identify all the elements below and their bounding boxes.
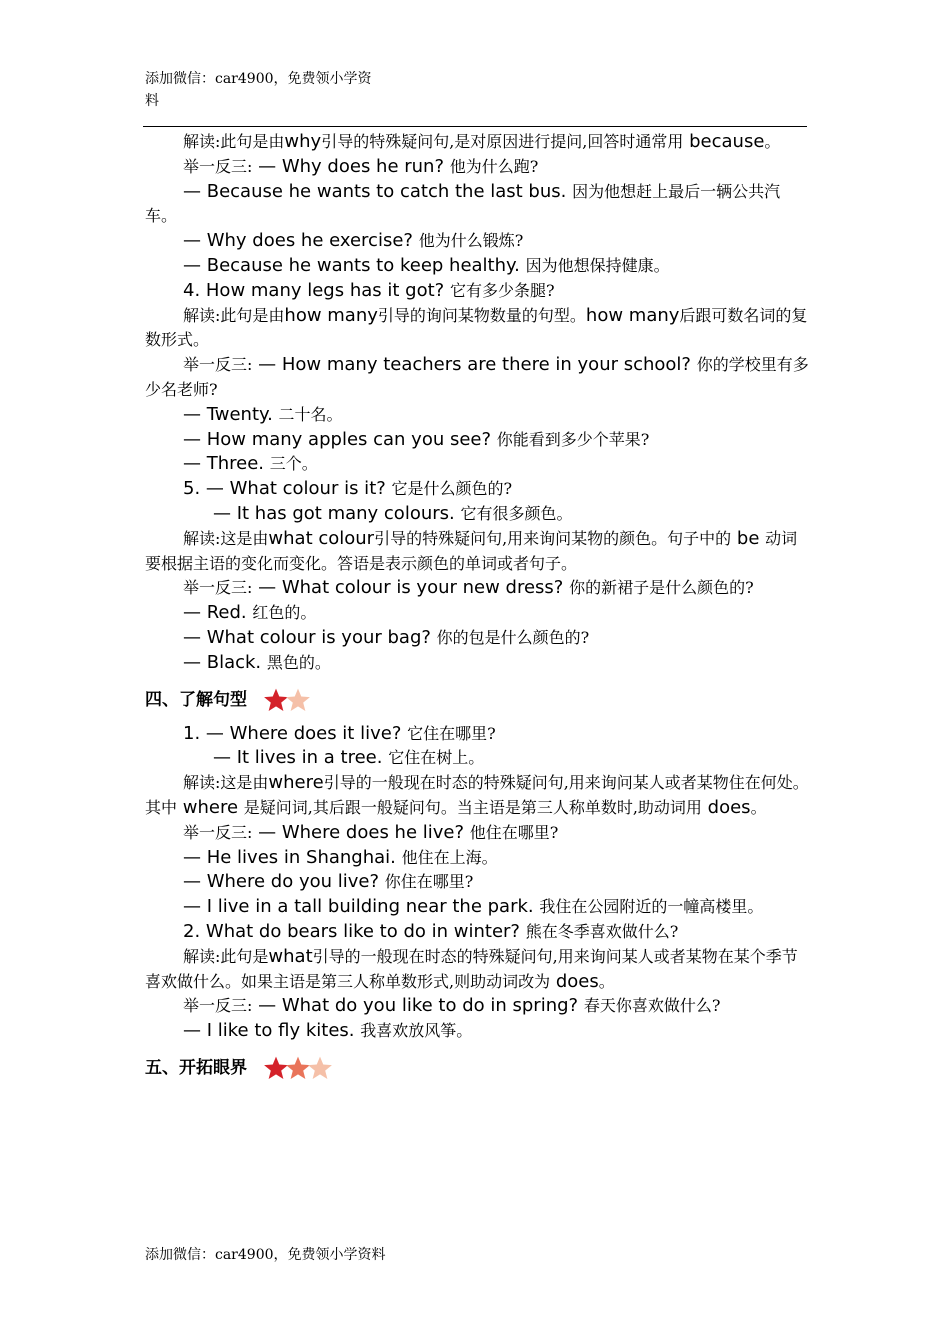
page-footer: 添加微信：car4900，免费领小学资料 bbox=[145, 1247, 386, 1263]
chinese-text: 解读:此句是 bbox=[183, 946, 269, 966]
section-heading-4 bbox=[145, 685, 809, 715]
english-text: because bbox=[683, 131, 765, 152]
paragraph bbox=[145, 821, 809, 846]
paragraph bbox=[145, 452, 809, 477]
chinese-text: 你的新裙子是什么颜色的? bbox=[569, 578, 754, 598]
english-text: — He lives in Shanghai. bbox=[183, 846, 402, 868]
chinese-text: 黑色的。 bbox=[266, 652, 331, 672]
english-text: does bbox=[550, 970, 599, 992]
paragraph bbox=[145, 527, 809, 577]
chinese-text: 它是什么颜色的? bbox=[391, 479, 513, 499]
chinese-text: 你能看到多少个苹果? bbox=[496, 429, 650, 449]
paragraph bbox=[145, 746, 809, 771]
chinese-text: 动词要根据主语的变化而变化。答语是表示颜色的单词或者句子。 bbox=[145, 528, 798, 573]
english-text: — Because he wants to catch the last bus. bbox=[183, 180, 573, 202]
english-text: — How many apples can you see? bbox=[183, 428, 497, 450]
english-text: where bbox=[177, 796, 244, 818]
chinese-text: 引导的询问某物数量的句型。 bbox=[377, 305, 586, 325]
chinese-text: 解读:这是由 bbox=[183, 773, 269, 793]
paragraph bbox=[145, 155, 809, 180]
english-text: — Twenty. bbox=[183, 403, 279, 425]
paragraph bbox=[145, 722, 809, 747]
chinese-text: 他为什么锻炼? bbox=[418, 231, 524, 251]
paragraph bbox=[145, 1019, 809, 1044]
paragraph bbox=[145, 920, 809, 945]
chinese-text: 我喜欢放风筝。 bbox=[360, 1021, 473, 1041]
chinese-text: 引导的一般现在时态的特殊疑问句,用来询问某人或者某物在某个季节喜欢做什么。如果主语是第三人称单数形式,则助动词改为 bbox=[145, 946, 798, 991]
chinese-text: 举一反三: bbox=[183, 156, 253, 176]
chinese-text: 后跟可数名词的复数形式。 bbox=[145, 305, 808, 350]
chinese-text: 春天你喜欢做什么? bbox=[583, 996, 721, 1016]
paragraph bbox=[145, 651, 809, 676]
chinese-text: 他住在上海。 bbox=[401, 847, 498, 867]
paragraph bbox=[145, 870, 809, 895]
english-text: — What do you like to do in spring? bbox=[252, 995, 584, 1017]
header-line-2: 料 bbox=[145, 93, 159, 109]
section-title: 五、开拓眼界 bbox=[145, 1057, 247, 1078]
english-text: — Why does he run? bbox=[252, 155, 450, 177]
paragraph-group-where-what bbox=[145, 722, 809, 1044]
chinese-text: 它住在哪里? bbox=[407, 723, 496, 743]
english-text: — What colour is your new dress? bbox=[252, 577, 570, 599]
chinese-text: 解读:这是由 bbox=[183, 528, 269, 548]
paragraph-group-why-howmany-colour bbox=[145, 130, 809, 676]
english-text: — It lives in a tree. bbox=[213, 747, 389, 769]
english-text: how many bbox=[585, 304, 680, 326]
chinese-text: 引导的一般现在时态的特殊疑问句,用来询问某人或者某物住在何处。其中 bbox=[145, 773, 809, 817]
header-rule bbox=[143, 126, 807, 127]
section-heading-5 bbox=[145, 1053, 809, 1083]
paragraph bbox=[145, 180, 809, 230]
chinese-text: 。 bbox=[750, 797, 767, 817]
chinese-text: 解读:此句是由 bbox=[183, 305, 285, 325]
english-text: 4. How many legs has it got? bbox=[183, 279, 450, 301]
chinese-text: 因为他想赶上最后一辆公共汽车。 bbox=[145, 181, 781, 226]
paragraph bbox=[145, 279, 809, 304]
paragraph bbox=[145, 846, 809, 871]
english-text: — Black. bbox=[183, 651, 267, 673]
english-text: — What colour is your bag? bbox=[183, 626, 437, 648]
english-text: 1. — Where does it live? bbox=[183, 722, 408, 744]
english-text: — Three. bbox=[183, 453, 270, 475]
chinese-text: 熊在冬季喜欢做什么? bbox=[525, 921, 679, 941]
english-text: — Where do you live? bbox=[183, 871, 385, 893]
chinese-text: 引导的特殊疑问句,用来询问某物的颜色。句子中的 bbox=[374, 528, 732, 548]
paragraph bbox=[145, 130, 809, 155]
chinese-text: 因为他想保持健康。 bbox=[525, 255, 670, 275]
star-icon bbox=[285, 687, 311, 713]
section-title: 四、了解句型 bbox=[145, 689, 247, 710]
chinese-text: 解读:此句是由 bbox=[183, 132, 285, 151]
chinese-text: 你住在哪里? bbox=[384, 872, 474, 892]
english-text: — How many teachers are there in your school? bbox=[252, 354, 697, 376]
paragraph bbox=[145, 945, 809, 995]
english-text: what colour bbox=[268, 527, 375, 549]
difficulty-stars bbox=[263, 1055, 329, 1081]
star-icon bbox=[307, 1055, 333, 1081]
paragraph bbox=[145, 229, 809, 254]
english-text: — It has got many colours. bbox=[213, 502, 461, 524]
chinese-text: 你的包是什么颜色的? bbox=[436, 627, 590, 647]
difficulty-stars bbox=[263, 687, 307, 713]
paragraph bbox=[145, 304, 809, 354]
english-text: — Why does he exercise? bbox=[183, 230, 419, 252]
chinese-text: 二十名。 bbox=[278, 404, 343, 424]
chinese-text: 举一反三: bbox=[183, 822, 253, 842]
english-text: — I like to fly kites. bbox=[183, 1020, 361, 1042]
chinese-text: 我住在公园附近的一幢高楼里。 bbox=[539, 897, 764, 917]
english-text: — Where does he live? bbox=[252, 821, 470, 843]
chinese-text: 他为什么跑? bbox=[449, 156, 539, 176]
paragraph bbox=[145, 994, 809, 1019]
paragraph bbox=[145, 895, 809, 920]
english-text: — I live in a tall building near the park. bbox=[183, 896, 540, 918]
english-text: — Because he wants to keep healthy. bbox=[183, 254, 526, 276]
paragraph bbox=[145, 771, 809, 821]
paragraph bbox=[145, 254, 809, 279]
paragraph bbox=[145, 403, 809, 428]
chinese-text: 。 bbox=[764, 132, 781, 151]
english-text: — Red. bbox=[183, 602, 253, 624]
chinese-text: 红色的。 bbox=[252, 603, 317, 623]
paragraph bbox=[145, 576, 809, 601]
chinese-text: 三个。 bbox=[269, 454, 318, 474]
chinese-text: 引导的特殊疑问句,是对原因进行提问,回答时通常用 bbox=[321, 132, 684, 151]
english-text: 5. — What colour is it? bbox=[183, 478, 392, 500]
paragraph bbox=[145, 353, 809, 403]
chinese-text: 它有很多颜色。 bbox=[460, 503, 573, 523]
chinese-text: 它有多少条腿? bbox=[449, 280, 555, 300]
english-text: does bbox=[701, 796, 751, 818]
chinese-text: 你的学校里有多少名老师? bbox=[145, 355, 809, 399]
english-text: 2. What do bears like to do in winter? bbox=[183, 920, 526, 942]
chinese-text: 。 bbox=[598, 971, 615, 991]
paragraph bbox=[145, 428, 809, 453]
english-text: what bbox=[268, 945, 313, 967]
document-body bbox=[145, 130, 809, 1090]
chinese-text: 举一反三: bbox=[183, 578, 253, 598]
chinese-text: 是疑问词,其后跟一般疑问句。当主语是第三人称单数时,助动词用 bbox=[243, 797, 702, 817]
paragraph bbox=[145, 477, 809, 502]
english-text: why bbox=[284, 131, 322, 152]
chinese-text: 举一反三: bbox=[183, 355, 253, 375]
paragraph bbox=[145, 601, 809, 626]
english-text: how many bbox=[284, 304, 378, 326]
chinese-text: 他住在哪里? bbox=[469, 822, 559, 842]
chinese-text: 它住在树上。 bbox=[388, 748, 485, 768]
english-text: be bbox=[731, 527, 766, 549]
page-header bbox=[145, 68, 395, 112]
english-text: where bbox=[268, 772, 324, 794]
paragraph bbox=[145, 502, 809, 527]
chinese-text: 举一反三: bbox=[183, 996, 253, 1016]
paragraph bbox=[145, 626, 809, 651]
header-line-1: 添加微信：car4900，免费领小学资 bbox=[145, 71, 372, 87]
